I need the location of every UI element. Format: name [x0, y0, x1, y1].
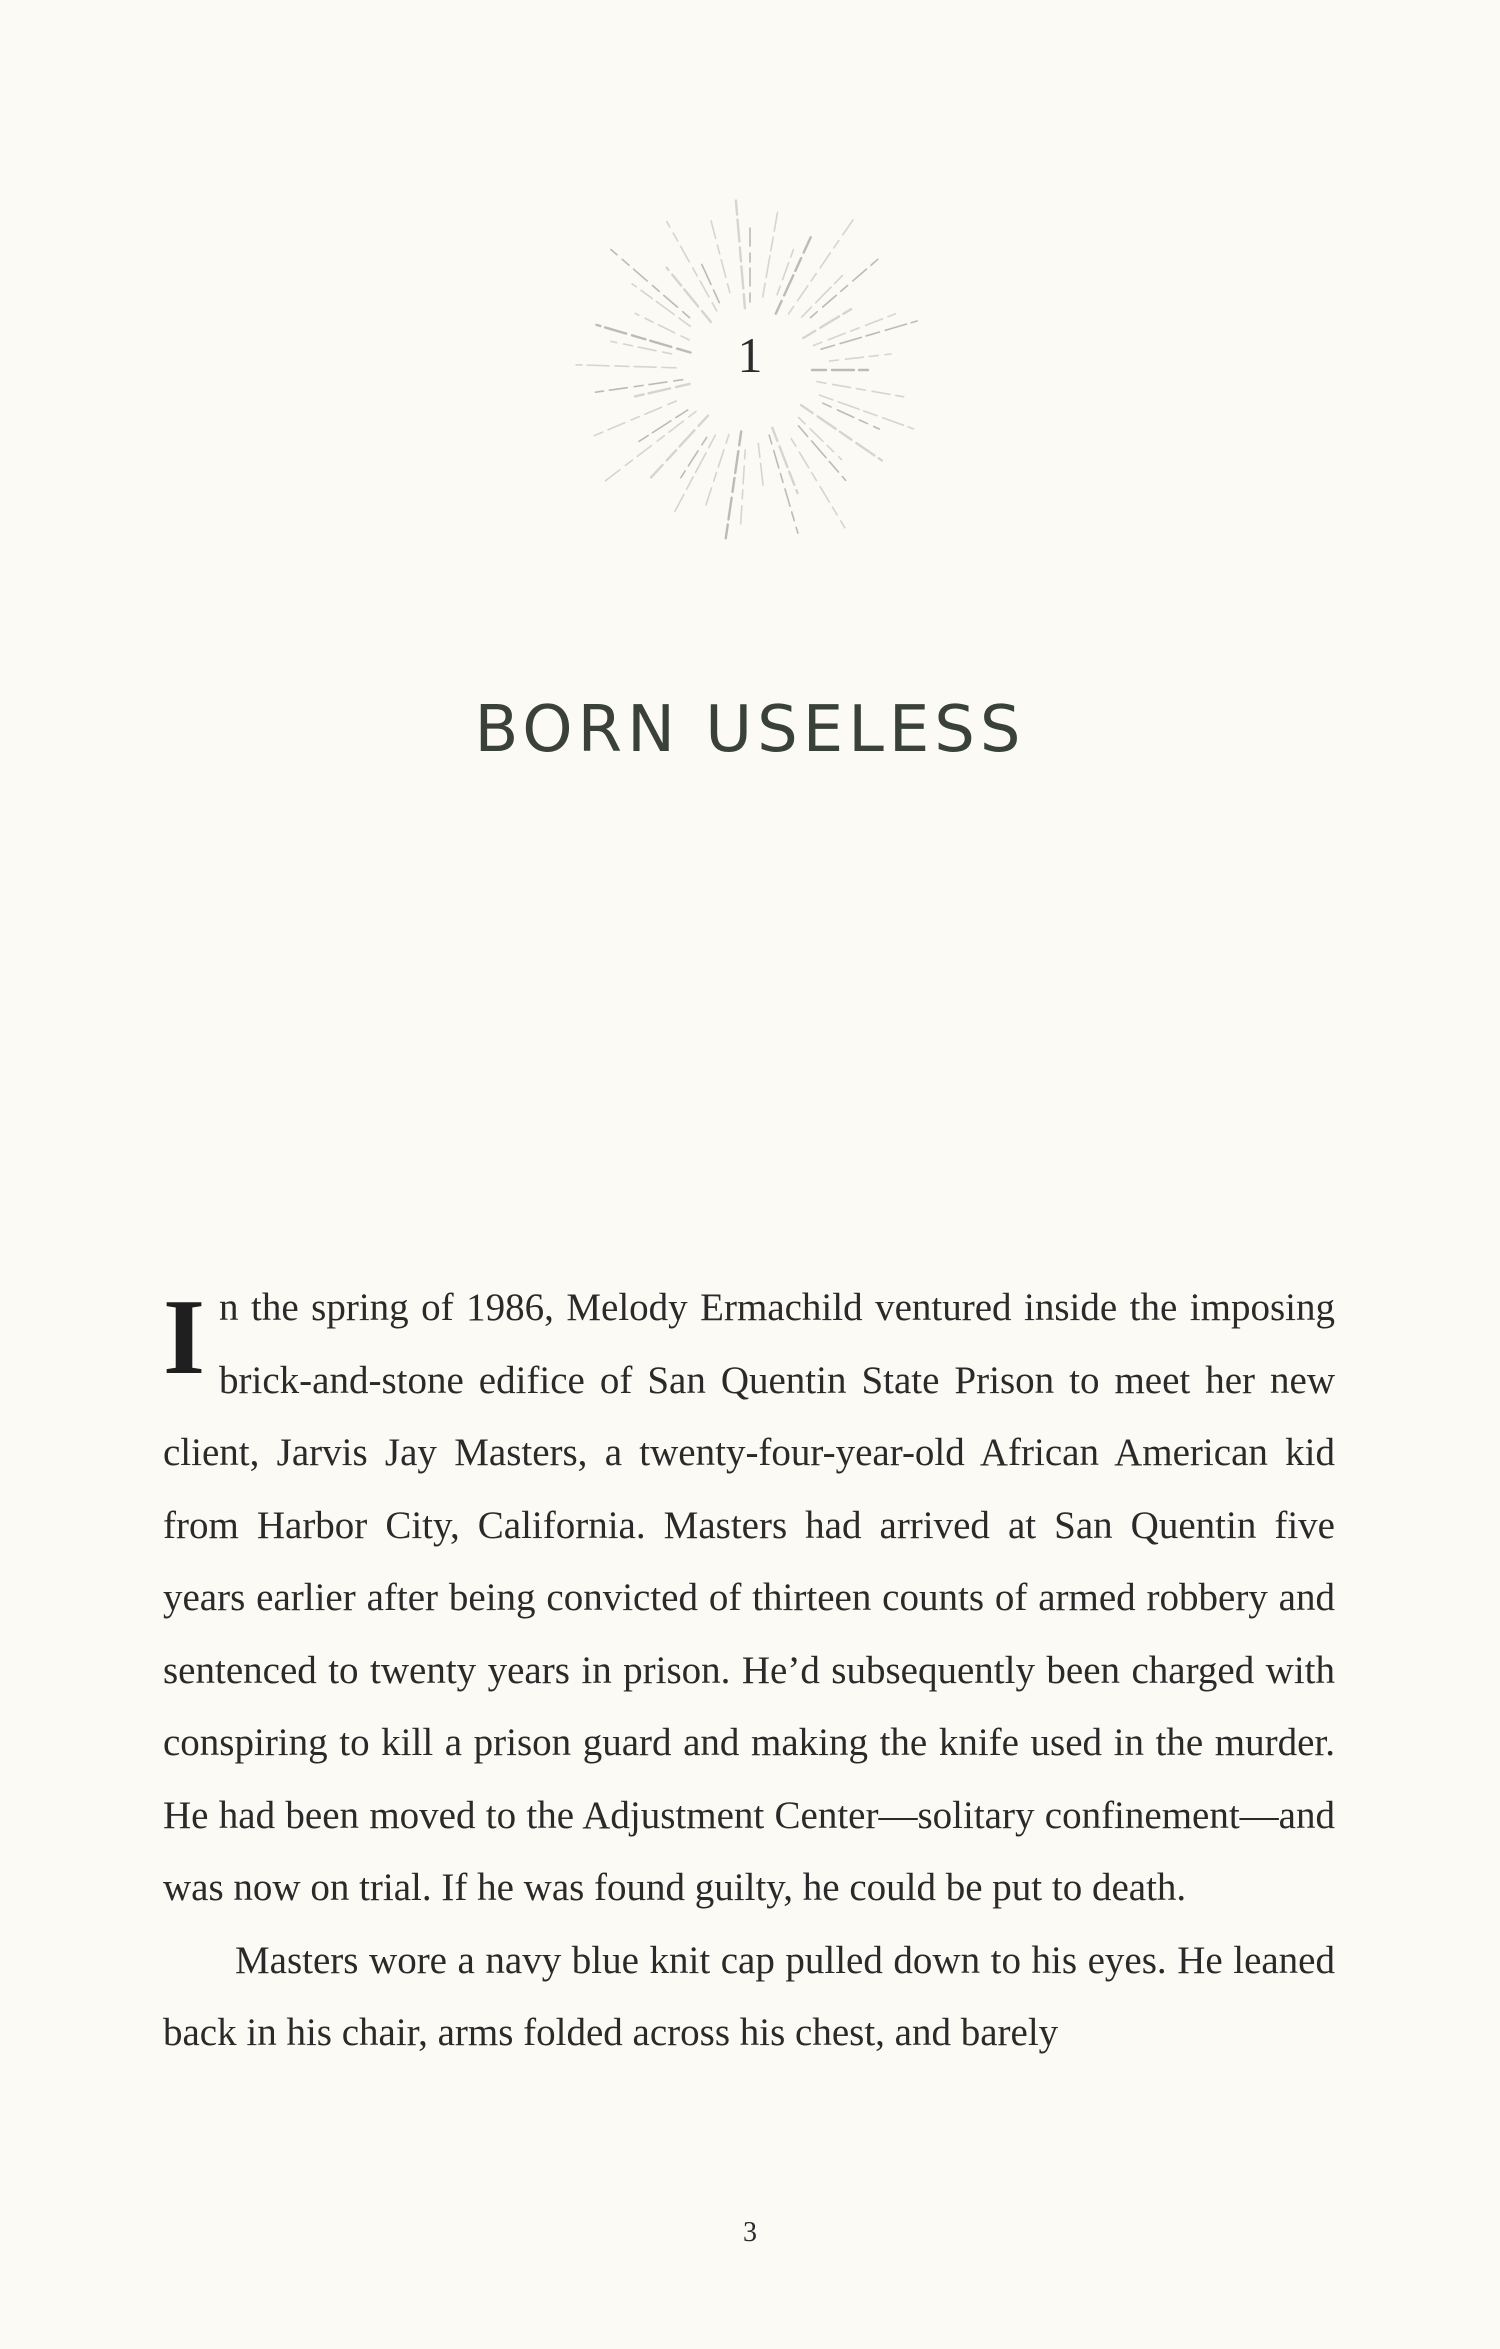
- ornament-ray: [711, 219, 730, 293]
- paragraph-1: [163, 1272, 1335, 1925]
- paragraph-1-text: n the spring of 1986, Melody Ermachild ventured inside the imposing brick-and-stone edifice of San Quentin State Prison to meet her new client, Jarvis Jay Masters, a twenty-four-year-old African American kid from Harbor City, California. Masters had arrived at San Quentin five years earlier after being convicted of thirteen counts of armed robbery and sentenced to twenty years in prison. He’d subsequently been charged with conspiring to kill a prison guard and making the knife used in the murder. He had been moved to the Adjustment Center—solitary confinement—and was now on trial. If he was found guilty, he could be put to death.: [163, 1286, 1335, 1909]
- ornament-ray: [741, 450, 746, 526]
- chapter-title: BORN USELESS: [474, 693, 1026, 767]
- ornament-ray: [596, 380, 683, 393]
- ornament-ray: [763, 212, 778, 297]
- drop-cap: I: [163, 1278, 206, 1397]
- ornament-ray: [799, 418, 842, 460]
- ornament-ray: [817, 382, 904, 397]
- ornament-ray: [813, 314, 895, 346]
- ornament-ray: [821, 321, 917, 349]
- ornament-ray: [701, 263, 719, 303]
- paragraph-2: Masters wore a navy blue knit cap pulled down to his eyes. He leaned back in his chair, arms folded across his chest, and barely: [163, 1938, 1335, 2054]
- chapter-number: 1: [737, 327, 763, 383]
- ornament-ray: [632, 284, 690, 327]
- ornament-ray: [736, 197, 745, 309]
- ornament-ray: [725, 431, 741, 542]
- ornament-ray: [791, 439, 845, 528]
- ornament-ray: [635, 313, 689, 340]
- ornament-ray: [604, 411, 696, 482]
- ornament-ray: [758, 444, 763, 488]
- ornament-ray: [777, 250, 793, 295]
- ornament-ray: [576, 365, 676, 368]
- ornament-ray: [776, 237, 811, 313]
- page-number: 3: [743, 2217, 757, 2248]
- ornament-ray: [593, 401, 676, 436]
- ornament-ray: [830, 354, 892, 361]
- ornament-ray: [799, 426, 846, 480]
- body-text: [163, 1272, 1335, 2070]
- ornament-ray: [611, 250, 690, 318]
